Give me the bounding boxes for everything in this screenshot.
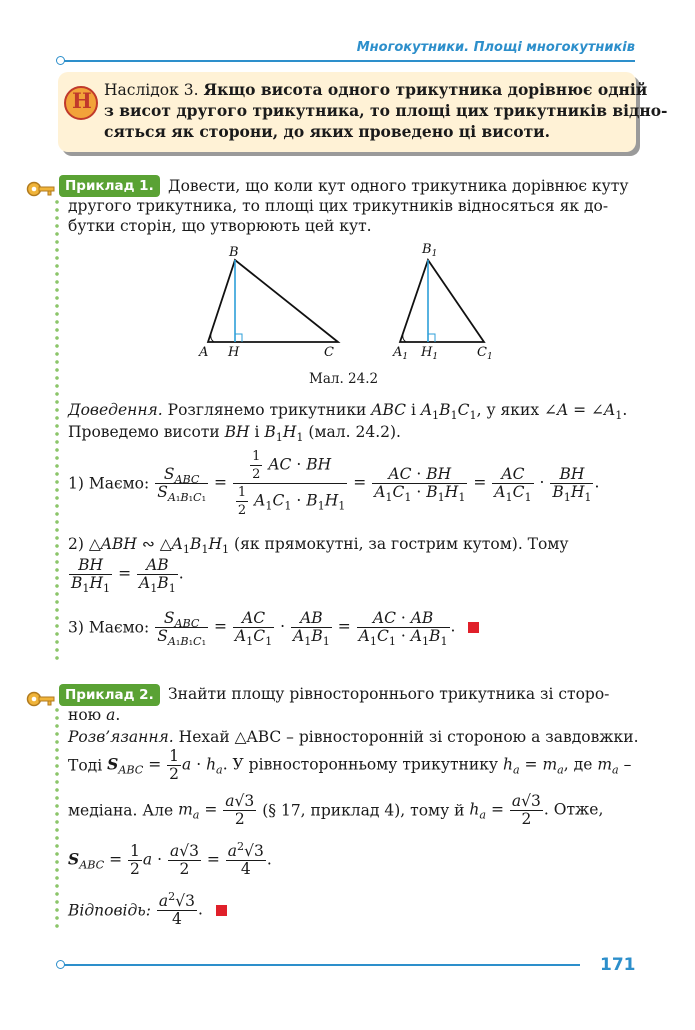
area-result-line: $S_{ABC}$ = $\frac{1}{2}$ a · $\frac{a√3}{2}$ = $\frac{a^2√3}{4}$ . [68, 839, 272, 878]
example2-dotted-rule [55, 706, 59, 930]
example1-badge: Приклад 1. [59, 175, 160, 197]
example2-badge: Приклад 2. [59, 684, 160, 706]
median-line: медіана. Але $m_a$ = $\frac{a√3}{2}$ (§ 17, приклад 4), тому й $h_a$ = $\frac{a√3}{2}$ . Отже, [68, 792, 604, 828]
page-number: 171 [600, 955, 636, 975]
qed-square [468, 622, 479, 633]
svg-text:H: H [228, 345, 240, 360]
example1-line-2: другого трикутника, то площі цих трикутників відносяться як до- [68, 197, 609, 215]
proof-line-1: Доведення. Розглянемо трикутники ABC і $A_1B_1C_1$, у яких ∠A = $\angle A_1$. [68, 401, 628, 422]
proof-line-2: Проведемо висоти BH і $B_1H_1$ (мал. 24.2). [68, 423, 401, 444]
corollary-line-1 [104, 80, 647, 100]
svg-text:C: C [324, 345, 334, 360]
corollary-text-1: Якщо висота одного трикутника дорівнює одній [203, 80, 648, 99]
svg-text:A1: $A_1$ [393, 345, 409, 362]
header-line [60, 60, 635, 62]
footer-line [60, 964, 580, 966]
qed-square [216, 905, 227, 916]
step1-formula: 1) Маємо: $\frac{S_{ABC}}{S_{A_1B_1C_1}}$ = $\frac{1}{2}$ AC · BH $\frac{1}{2}$ $A_1C_1 \cdot B_1H_1$ = $\frac{AC \cdot BH}{A_1C_1 \cdot B_1H_1}$ = $\frac{AC}{A_1C_1}$ · $\frac{BH}{B_1H_1}$ . [68, 449, 600, 518]
example1-line-1: Довести, що коли кут одного трикутника дорівнює куту [168, 177, 629, 195]
corollary-icon-letter: Н [72, 88, 92, 113]
step2-formula: $\frac{BH}{B_1H_1}$ = $\frac{AB}{A_1B_1}$ . [71, 556, 184, 595]
key-icon [26, 688, 56, 710]
svg-text:B1: $B_1$ [422, 242, 438, 259]
step3-formula: 3) Маємо: $\frac{S_{ABC}}{S_{A_1B_1C_1}}$ = $\frac{AC}{A_1C_1}$ · $\frac{AB}{A_1B_1}$ = $\frac{AC \cdot AB}{A_1C_1 \cdot A_1B_1}$ . [68, 610, 479, 645]
step2-line: 2) △ABH ∾ $\triangle A_1B_1H_1$ (як прямокутні, за гострим кутом). Тому [68, 535, 569, 556]
solution-line: Розв’язання. Нехай △ABC – рівносторонній зі стороною a завдовжки. [68, 728, 639, 746]
corollary-line-3: сяться як сторони, до яких проведено ці висоти. [104, 122, 551, 141]
triangle-abc [208, 260, 338, 342]
section-title: Многокутники. Площі многокутників [356, 40, 635, 55]
corollary-line-2: з висот другого трикутника, то площі цих трикутників відно- [104, 101, 668, 120]
figure-caption: Мал. 24.2 [309, 371, 379, 387]
proof-word: Доведення. [68, 401, 163, 419]
example1-line-3: бутки сторін, що утворюють цей кут. [68, 217, 372, 235]
corollary-label: Наслідок 3. [104, 81, 199, 99]
header-line-dot [56, 56, 65, 65]
answer-word: Відповідь: [68, 901, 151, 920]
triangle-a1b1c1 [400, 260, 484, 342]
figure-24-2 [190, 238, 510, 368]
example1-dotted-rule [55, 198, 59, 660]
example2-line-2: ною a. [68, 706, 121, 724]
solution-word: Розв’язання. [68, 728, 174, 746]
footer-line-dot [56, 960, 65, 969]
answer-line: Відповідь: $\frac{a^2√3}{4}$ . [68, 893, 227, 928]
svg-text:A: A [199, 345, 209, 360]
key-icon [26, 178, 56, 200]
svg-text:C1: $C_1$ [477, 345, 493, 362]
svg-text:H1: $H_1$ [421, 345, 439, 362]
area-formula-line: Тоді $S_{ABC}$ = $\frac{1}{2}$ $a \cdot h_a$. У рівносторонньому трикутнику $h_a = m_a$, де $m_a$ – [68, 747, 632, 783]
svg-text:B: B [229, 245, 239, 260]
example2-line-1: Знайти площу рівностороннього трикутника зі сторо- [168, 685, 610, 703]
